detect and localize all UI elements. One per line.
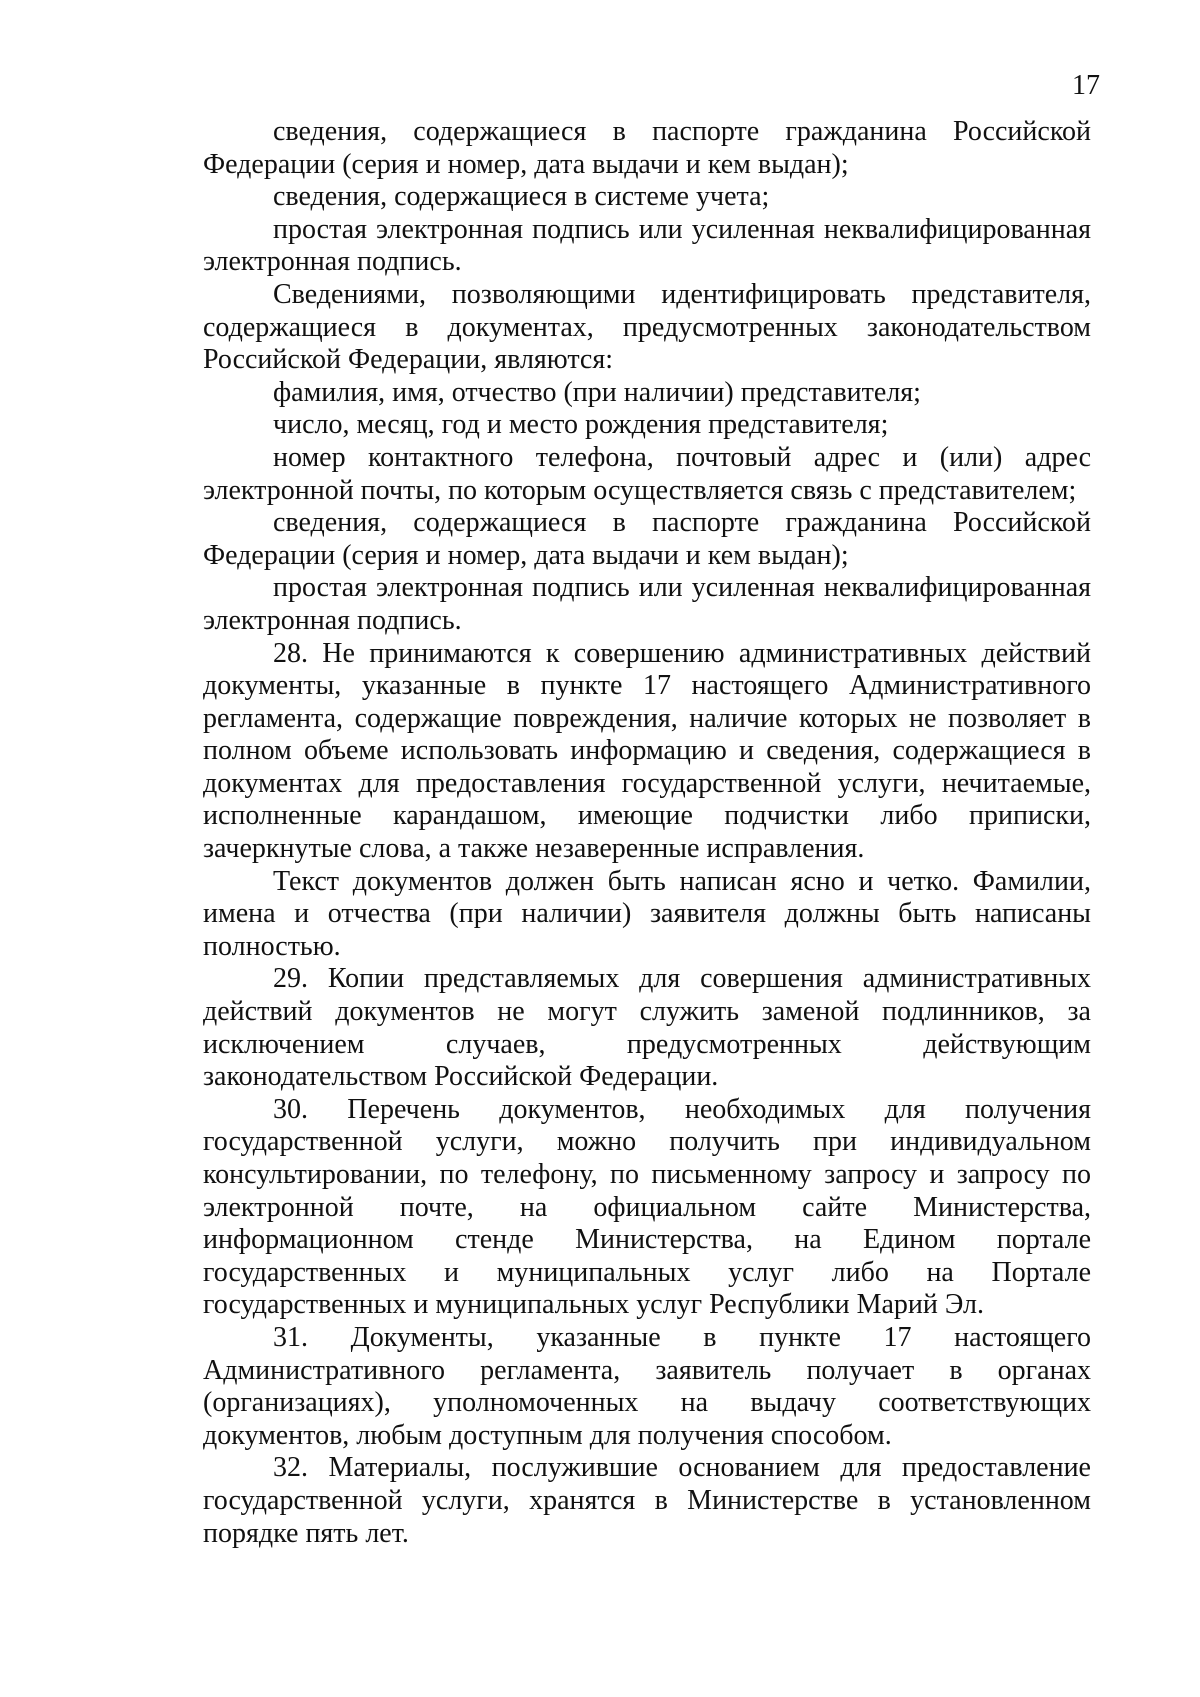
paragraph-representative-birth: число, месяц, год и место рождения представителя; xyxy=(273,409,889,441)
paragraph-passport-applicant: сведения, содержащиеся в паспорте гражданина Российской Федерации (серия и номер, дата выдачи и кем выдан); xyxy=(203,116,1091,180)
paragraph-text-requirements: Текст документов должен быть написан ясно и четко. Фамилии, имена и отчества (при наличии) заявителя должны быть написаны полностью. xyxy=(203,865,1091,962)
paragraph-representative-intro: Сведениями, позволяющими идентифицировать представителя, содержащиеся в документах, предусмотренных законодательством Российской Федерации, являются: xyxy=(203,278,1091,376)
paragraph-item-29: 29. Копии представляемых для совершения административных действий документов не могут служить заменой подлинников, за исключением случаев, предусмотренных действующим законодательством Российской Федерации. xyxy=(203,963,1091,1093)
paragraph-item-32: 32. Материалы, послужившие основанием для предоставление государственной услуги, хранятся в Министерстве в установленном порядке пять лет. xyxy=(203,1452,1091,1549)
paragraph-item-31: 31. Документы, указанные в пункте 17 настоящего Административного регламента, заявитель получает в органах (организациях), уполномоченных на выдачу соответствующих документов, любым доступным для получения способом. xyxy=(203,1321,1091,1451)
paragraph-representative-name: фамилия, имя, отчество (при наличии) представителя; xyxy=(273,376,921,408)
paragraph-item-30: 30. Перечень документов, необходимых для получения государственной услуги, можно получить при индивидуальном консультировании, по телефону, по письменному запросу и запросу по электронной почте, на официальном сайте Министерства, информационном стенде Министерства, на Едином портале государственных и муниципальных услуг либо на Портале государственных и муниципальных услуг Республики Марий Эл. xyxy=(203,1093,1091,1321)
paragraph-signature-representative: простая электронная подпись или усиленная неквалифицированная электронная подпись. xyxy=(203,572,1091,636)
page-number: 17 xyxy=(1072,70,1100,101)
paragraph-passport-representative: сведения, содержащиеся в паспорте гражданина Российской Федерации (серия и номер, дата выдачи и кем выдан); xyxy=(203,507,1091,571)
paragraph-item-28: 28. Не принимаются к совершению административных действий документы, указанные в пункте 17 настоящего Административного регламента, содержащие повреждения, наличие которых не позволяет в полном объеме использовать информацию и сведения, содержащиеся в документах для предоставления государственной услуги, нечитаемые, исполненные карандашом, имеющие подчистки либо приписки, зачеркнутые слова, а также незаверенные исправления. xyxy=(203,637,1091,865)
paragraph-system-records: сведения, содержащиеся в системе учета; xyxy=(273,181,770,213)
paragraph-representative-contacts: номер контактного телефона, почтовый адрес и (или) адрес электронной почты, по которым осуществляется связь с представителем; xyxy=(203,441,1091,506)
paragraph-signature-applicant: простая электронная подпись или усиленная неквалифицированная электронная подпись. xyxy=(203,213,1091,278)
document-body xyxy=(203,116,1091,1550)
